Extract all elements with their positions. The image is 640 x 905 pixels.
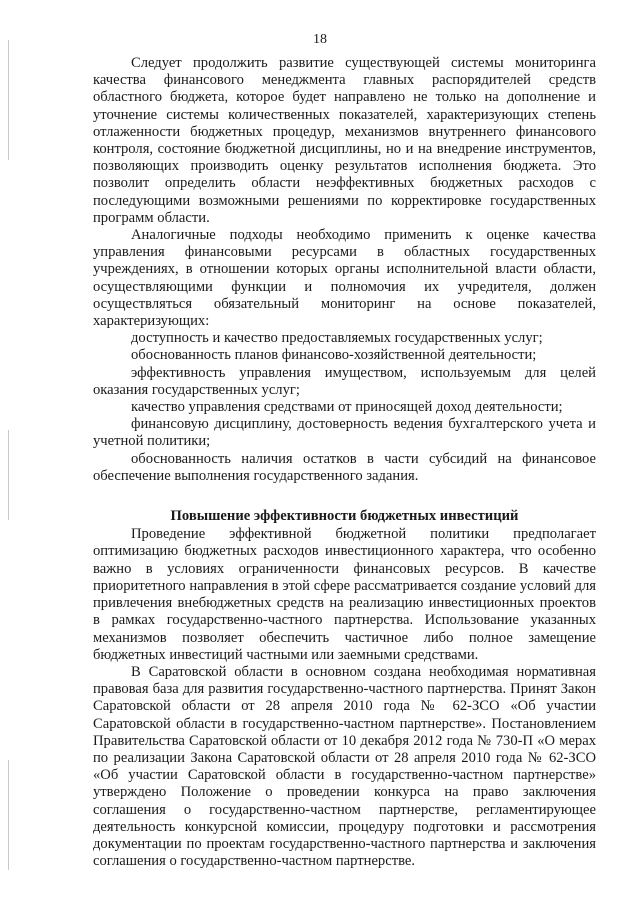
scan-edge-mark bbox=[8, 760, 9, 870]
section-heading: Повышение эффективности бюджетных инвестиций bbox=[170, 508, 519, 525]
scan-edge-mark bbox=[8, 40, 9, 160]
paragraph-saratov-legal-base: В Саратовской области в основном создана необходимая нормативная правовая база для развития государственно-частного партнерства. Принят Закон Саратовской области от 28 апреля 2010 года № 62-ЗСО «Об участии Саратовской области в государственно-частном партнерстве». Постановлением Правительства Саратовской области от 10 декабря 2012 года № 730-П «О мерах по реализации Закона Саратовской области от 28 апреля 2010 года № 62-ЗСО «Об участии Саратовской области в государственно-частном партнерстве» утверждено Положение о проведении конкурса на право заключения соглашения о государственно-частном партнерстве, регламентирующее деятельность конкурсной комиссии, процедуру подготовки и рассмотрения документации по проектам государственно-частного партнерства и заключения соглашения о государственно-частном партнерстве. bbox=[93, 663, 596, 870]
list-item-plan-validity: обоснованность планов финансово-хозяйственной деятельности; bbox=[131, 347, 537, 364]
paragraph-investment-policy: Проведение эффективной бюджетной политики предполагает оптимизацию бюджетных расходов инвестиционного характера, что особенно важно в условиях ограниченности финансовых ресурсов. В качестве приоритетного направления в этой сфере рассматривается создание условий для привлечения внебюджетных средств на реализацию инвестиционных проектов в рамках государственно-частного партнерства. Использование указанных механизмов позволяет обеспечить частичное либо полное замещение бюджетных инвестиций частными или заемными средствами. bbox=[93, 526, 596, 663]
document-body bbox=[93, 55, 596, 870]
list-item-property-management: эффективность управления имуществом, используемым для целей оказания государственных услуг; bbox=[93, 364, 596, 398]
list-item-service-quality: доступность и качество предоставляемых государственных услуг; bbox=[131, 330, 543, 347]
page-number: 18 bbox=[313, 32, 327, 47]
list-item-income-management: качество управления средствами от приносящей доход деятельности; bbox=[131, 399, 563, 416]
paragraph-monitoring: Следует продолжить развитие существующей системы мониторинга качества финансового менеджмента главных распорядителей средств областного бюджета, которое будет направлено не только на дополнение и уточнение системы количественных показателей, характеризующих степень отлаженности бюджетных процедур, механизмов внутреннего финансового контроля, состояние бюджетной дисциплины, но и на внедрение инструментов, позволяющих производить оценку результатов исполнения бюджета. Это позволит определить области неэффективных бюджетных расходов с последующими возможными решениями по корректировке государственных программ области. bbox=[93, 55, 596, 226]
scan-edge-mark bbox=[8, 430, 9, 520]
paragraph-similar-approaches: Аналогичные подходы необходимо применить к оценке качества управления финансовыми ресурсами в областных государственных учреждениях, в отношении которых органы исполнительной власти области, осуществляющими функции и полномочия их учредителя, должен осуществляться обязательный мониторинг на основе показателей, характеризующих: bbox=[93, 227, 596, 330]
list-item-financial-discipline: финансовую дисциплину, достоверность ведения бухгалтерского учета и учетной политики; bbox=[93, 416, 596, 450]
list-item-subsidy-balances: обоснованность наличия остатков в части субсидий на финансовое обеспечение выполнения государственного задания. bbox=[93, 450, 596, 484]
